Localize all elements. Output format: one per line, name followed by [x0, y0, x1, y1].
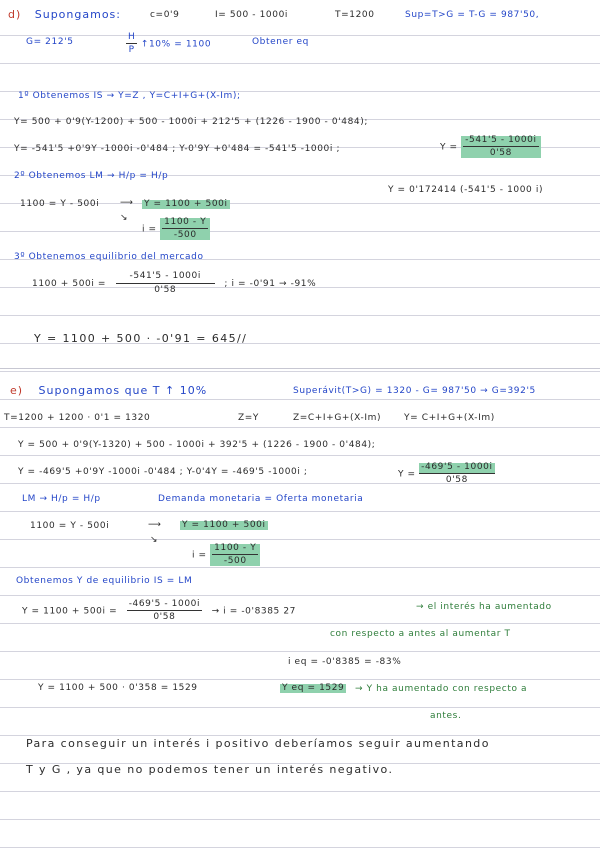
- lm-result-2-den: -500: [173, 230, 197, 240]
- note-4: antes.: [430, 711, 462, 721]
- eq-market-right: ; i = -0'91 → -91%: [224, 279, 317, 289]
- arrow-icon-e: ⟶: [148, 520, 162, 530]
- arrow-icon: ⟶: [120, 198, 134, 208]
- eq-e-market: [22, 600, 296, 622]
- step-1-heading: 1º Obtenemos IS → Y=Z , Y=C+I+G+(X-Im);: [18, 91, 241, 101]
- y-eq-label: Y eq = 1529: [282, 683, 345, 693]
- section-d-label: d): [8, 8, 22, 21]
- note-2: con respecto a antes al aumentar T: [330, 629, 511, 639]
- arrow-down-icon-e: ↘: [150, 535, 159, 545]
- lm-result-2-i: i =: [142, 224, 157, 235]
- eq-is-1: Y= 500 + 0'9(Y-1200) + 500 - 1000i + 212'5 + (1226 - 1900 - 0'484);: [14, 117, 368, 127]
- section-e-label: e): [10, 384, 24, 397]
- superavit: Superávit(T>G) = 1320 - G= 987'50 → G=392'5: [293, 386, 536, 396]
- hp-num: H: [128, 32, 136, 42]
- lm-result-2-num: 1100 - Y: [164, 217, 207, 227]
- eq-e-num: -469'5 - 1000i: [421, 462, 493, 472]
- param-c: c=0'9: [150, 10, 180, 20]
- z-eq: Z=C+I+G+(X-Im): [293, 413, 382, 423]
- step-2-heading: 2º Obtenemos LM → H/p = H/p: [14, 171, 169, 181]
- eq-e-market-left: Y = 1100 + 500i =: [22, 606, 118, 617]
- lm-e-res2-i: i =: [192, 550, 207, 561]
- z-eq-short: Z=Y: [238, 413, 260, 423]
- result-d: Y = 1100 + 500 · -0'91 = 645//: [34, 332, 248, 345]
- t-calc: T=1200 + 1200 · 0'1 = 1320: [4, 413, 151, 423]
- section-d-header: [8, 9, 121, 21]
- lm-e-res2-den: -500: [223, 556, 247, 566]
- eq-e-y: Y =: [398, 469, 416, 480]
- obtener-label: Obtener eq: [252, 37, 309, 47]
- hp-rest: ↑10% = 1100: [140, 39, 212, 50]
- param-i: I= 500 - 1000i: [215, 10, 289, 20]
- eq-e-result: [398, 463, 495, 485]
- lm-e-eq: 1100 = Y - 500i: [30, 521, 110, 531]
- lm-e-res2: [192, 544, 260, 566]
- conclusion-1: Para conseguir un interés i positivo deberíamos seguir aumentando: [26, 737, 490, 750]
- param-sup: Sup=T>G = T-G = 987'50,: [405, 10, 540, 20]
- eq-e-1: Y = 500 + 0'9(Y-1320) + 500 - 1000i + 392'5 + (1226 - 1900 - 0'484);: [18, 440, 376, 450]
- eq-market-left: 1100 + 500i =: [32, 279, 107, 289]
- eq-e-den: 0'58: [445, 475, 468, 485]
- param-hp: [126, 33, 211, 55]
- eq-market: [32, 272, 316, 295]
- y-final: Y = 1100 + 500 · 0'358 = 1529: [38, 683, 198, 693]
- lm-result-2: [142, 218, 210, 240]
- eq-is-result: [440, 136, 541, 158]
- lm-e-res2-num: 1100 - Y: [214, 543, 257, 553]
- note-1: → el interés ha aumentado: [416, 602, 552, 612]
- section-divider: [0, 368, 600, 369]
- lm-e-title: LM → H/p = H/p: [22, 494, 101, 504]
- i-eq: i eq = -0'8385 = -83%: [288, 657, 402, 667]
- arrow-down-icon: ↘: [120, 213, 129, 223]
- eq-market-den: 0'58: [154, 285, 177, 295]
- section-e-header: [10, 385, 207, 397]
- conclusion-2: T y G , ya que no podemos tener un interés negativo.: [26, 763, 394, 776]
- eq-is-y: Y =: [440, 142, 458, 153]
- eq-is-den: 0'58: [489, 148, 512, 158]
- eq-e-market-den: 0'58: [153, 612, 176, 622]
- lm-e-res1: Y = 1100 + 500i: [182, 520, 266, 530]
- lm-result-1: Y = 1100 + 500i: [144, 199, 228, 209]
- eq-is-2: Y= -541'5 +0'9Y -1000i -0'484 ; Y-0'9Y +0'484 = -541'5 -1000i ;: [14, 144, 341, 154]
- eq-e-market-right: → i = -0'8385 27: [211, 606, 296, 617]
- step-3-heading: 3º Obtenemos equilibrio del mercado: [14, 252, 204, 262]
- section-e-heading: Supongamos que T ↑ 10%: [38, 384, 208, 397]
- param-t: T=1200: [335, 10, 375, 20]
- hp-den: P: [128, 45, 135, 55]
- note-3: → Y ha aumentado con respecto a: [355, 684, 528, 694]
- eq-e-market-num: -469'5 - 1000i: [128, 599, 201, 609]
- eq-is-num: -541'5 - 1000i: [465, 135, 537, 145]
- demanda-label: Demanda monetaria = Oferta monetaria: [158, 494, 364, 504]
- section-d-heading: Supongamos:: [34, 8, 121, 21]
- eq-market-num: -541'5 - 1000i: [116, 272, 215, 284]
- eq-e-2: Y = -469'5 +0'9Y -1000i -0'484 ; Y-0'4Y = -469'5 -1000i ;: [18, 467, 308, 477]
- side-equation: Y = 0'172414 (-541'5 - 1000 i): [388, 185, 544, 195]
- param-g: G= 212'5: [26, 37, 74, 47]
- lm-equation: 1100 = Y - 500i: [20, 199, 100, 209]
- y-eq: Y= C+I+G+(X-Im): [404, 413, 495, 423]
- eq-e-title: Obtenemos Y de equilibrio IS = LM: [16, 576, 193, 586]
